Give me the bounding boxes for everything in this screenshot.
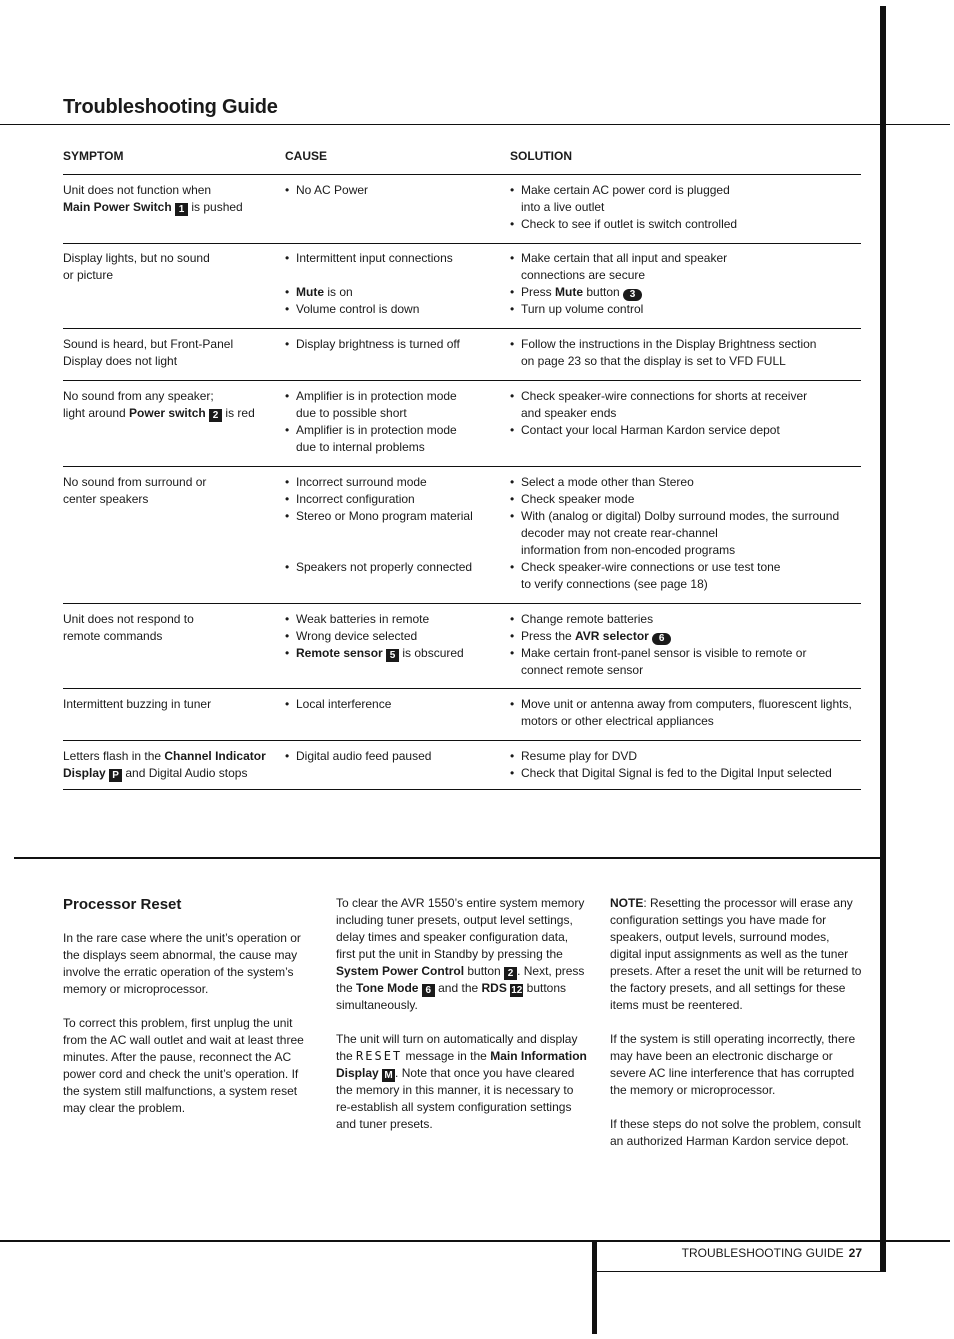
text-run: is obscured bbox=[399, 646, 464, 660]
text-run: To clear the AVR 1550’s entire system memory including tuner presets, output level settings, delay times and speaker configuration data, first put the unit in Standby by pressing the bbox=[336, 896, 585, 961]
solution-cell bbox=[510, 388, 862, 439]
bullet-item bbox=[285, 182, 500, 199]
text-run: Letters flash in the bbox=[63, 749, 165, 763]
control-number-badge: 5 bbox=[386, 649, 399, 662]
cause-cell bbox=[285, 611, 500, 662]
spacer bbox=[285, 267, 500, 284]
footer-section-label: TROUBLESHOOTING GUIDE bbox=[681, 1246, 844, 1260]
text-run: is pushed bbox=[188, 200, 243, 214]
text-run: Press bbox=[521, 285, 556, 299]
text-run: Display brightness is turned off bbox=[296, 337, 460, 351]
text-run: Volume control is down bbox=[296, 302, 420, 316]
bullet-continuation bbox=[510, 199, 862, 216]
symptom-line: Unit does not function when bbox=[63, 183, 212, 197]
reset-column-2 bbox=[336, 895, 588, 1150]
symptom-line: Display does not light bbox=[63, 354, 178, 368]
text-run: Contact your local Harman Kardon service depot bbox=[521, 423, 780, 437]
symptom-line bbox=[63, 748, 278, 765]
solution-cell bbox=[510, 696, 862, 730]
symptom-cell bbox=[63, 696, 278, 713]
footer-divider-bar bbox=[592, 1240, 597, 1334]
paragraph bbox=[610, 1116, 862, 1150]
bullet-item bbox=[510, 491, 862, 508]
paragraph bbox=[336, 895, 588, 1014]
control-number-badge: 12 bbox=[511, 985, 523, 996]
paragraph bbox=[336, 1031, 588, 1133]
text-run: Press the bbox=[521, 629, 576, 643]
text-run: Move unit or antenna away from computers, fluorescent lights, bbox=[521, 697, 852, 711]
control-number-badge: 1 bbox=[175, 203, 188, 216]
control-number-badge: 6 bbox=[422, 984, 435, 997]
page-footer bbox=[682, 1246, 862, 1260]
text-run: . Note that once you have cleared the memory in this manner, it is necessary to re-establish all system configuration settings and tuner presets. bbox=[336, 1066, 575, 1131]
text-run: Turn up volume control bbox=[521, 302, 644, 316]
bullet-item bbox=[510, 474, 862, 491]
text-run: to verify connections (see page 18) bbox=[521, 577, 708, 591]
text-run: Make certain front-panel sensor is visible to remote or bbox=[521, 646, 807, 660]
symptom-line: Display lights, but no sound bbox=[63, 251, 210, 265]
symptom-line: Intermittent buzzing in tuner bbox=[63, 697, 212, 711]
text-run: connections are secure bbox=[521, 268, 646, 282]
bullet-continuation bbox=[510, 405, 862, 422]
paragraph bbox=[610, 895, 862, 1014]
section-rule bbox=[14, 857, 882, 859]
text-run: Check speaker-wire connections for shorts at receiver bbox=[521, 389, 808, 403]
cause-cell bbox=[285, 696, 500, 713]
symptom-line: Sound is heard, but Front-Panel bbox=[63, 337, 234, 351]
cause-cell bbox=[285, 182, 500, 199]
bullet-item bbox=[510, 559, 862, 576]
bullet-item bbox=[510, 422, 862, 439]
bold-term: Mute bbox=[296, 285, 324, 299]
symptom-line: center speakers bbox=[63, 492, 149, 506]
table-row bbox=[63, 243, 861, 329]
cause-cell bbox=[285, 474, 500, 576]
bullet-item bbox=[510, 628, 862, 645]
symptom-cell bbox=[63, 611, 278, 645]
text-run: No AC Power bbox=[296, 183, 369, 197]
text-run: : Resetting the processor will erase any configuration settings you have made for speakers, output levels, surround modes, digital input assignments as well as the tuner presets. After a reset the unit will be returned to the factory presets, and all settings for these items must be reentered. bbox=[610, 896, 862, 1012]
bold-term: NOTE bbox=[610, 896, 644, 910]
bullet-item bbox=[510, 765, 862, 782]
bullet-item bbox=[285, 491, 500, 508]
display-message: RESET bbox=[356, 1049, 403, 1063]
bold-term: Channel Indicator bbox=[164, 749, 266, 763]
text-run: Local interference bbox=[296, 697, 392, 711]
bullet-item bbox=[510, 216, 862, 233]
solution-cell bbox=[510, 611, 862, 679]
bullet-item bbox=[285, 422, 500, 439]
table-row bbox=[63, 381, 861, 467]
header-solution: SOLUTION bbox=[510, 149, 572, 163]
symptom-cell bbox=[63, 388, 278, 422]
bullet-item bbox=[510, 611, 862, 628]
text-run: Amplifier is in protection mode bbox=[296, 423, 457, 437]
bullet-item bbox=[510, 250, 862, 267]
symptom-line: or picture bbox=[63, 268, 114, 282]
bullet-item bbox=[285, 611, 500, 628]
text-run: Digital audio feed paused bbox=[296, 749, 432, 763]
spacer bbox=[285, 542, 500, 559]
solution-cell bbox=[510, 336, 862, 370]
bullet-item bbox=[285, 284, 500, 301]
title-rule bbox=[0, 124, 950, 125]
symptom-cell bbox=[63, 474, 278, 508]
bullet-continuation bbox=[285, 405, 500, 422]
reset-text-2 bbox=[336, 895, 588, 1133]
bold-term: RDS bbox=[481, 981, 511, 995]
text-run: Intermittent input connections bbox=[296, 251, 453, 265]
bold-term: Remote sensor bbox=[296, 646, 387, 660]
bullet-item bbox=[285, 645, 500, 662]
text-run: button bbox=[464, 964, 505, 978]
text-run: Check speaker mode bbox=[521, 492, 635, 506]
bold-term: Main Information Display bbox=[336, 1049, 587, 1080]
text-run: Speakers not properly connected bbox=[296, 560, 473, 574]
cause-cell bbox=[285, 250, 500, 318]
bullet-item bbox=[510, 508, 862, 525]
table-row bbox=[63, 467, 861, 604]
footer-rule bbox=[0, 1240, 950, 1242]
text-run: Make certain that all input and speaker bbox=[521, 251, 728, 265]
text-run: buttons simultaneously. bbox=[336, 981, 567, 1012]
text-run: If the system is still operating incorrectly, there may have been an electronic discharge or severe AC line interference that has corrupted the memory or microprocessor. bbox=[610, 1032, 856, 1097]
bullet-item bbox=[285, 628, 500, 645]
cause-cell bbox=[285, 388, 500, 456]
table-row bbox=[63, 174, 861, 244]
bullet-continuation bbox=[510, 542, 862, 559]
bullet-item bbox=[510, 336, 862, 353]
text-run: is red bbox=[222, 406, 255, 420]
symptom-line: No sound from surround or bbox=[63, 475, 207, 489]
text-run: into a live outlet bbox=[521, 200, 605, 214]
text-run: light around bbox=[63, 406, 130, 420]
text-run: With (analog or digital) Dolby surround modes, the surround bbox=[521, 509, 840, 523]
text-run: message in the bbox=[402, 1049, 491, 1063]
text-run: . Next, press the bbox=[336, 964, 585, 995]
text-run: To correct this problem, first unplug the unit from the AC wall outlet and wait at least three minutes. After the pause, reconnect the AC power cord and check the unit’s operation. If the system still malfunctions, a system reset may clear the problem. bbox=[63, 1016, 304, 1115]
text-run: Amplifier is in protection mode bbox=[296, 389, 457, 403]
symptom-line: No sound from any speaker; bbox=[63, 389, 214, 403]
reset-heading: Processor Reset bbox=[63, 896, 182, 913]
table-row bbox=[63, 741, 861, 790]
paragraph bbox=[610, 1031, 862, 1099]
bullet-item bbox=[285, 301, 500, 318]
text-run: Select a mode other than Stereo bbox=[521, 475, 694, 489]
bold-term: Main Power Switch bbox=[63, 200, 176, 214]
text-run: Check that Digital Signal is fed to the Digital Input selected bbox=[521, 766, 832, 780]
symptom-cell bbox=[63, 748, 278, 782]
text-run: If these steps do not solve the problem, consult an authorized Harman Kardon service depot. bbox=[610, 1117, 861, 1148]
table-row bbox=[63, 604, 861, 689]
text-run: Check speaker-wire connections or use test tone bbox=[521, 560, 781, 574]
right-edge-bar bbox=[880, 6, 886, 1272]
symptom-line bbox=[63, 405, 278, 422]
solution-cell bbox=[510, 250, 862, 318]
paragraph bbox=[63, 1015, 315, 1117]
bullet-item bbox=[285, 748, 500, 765]
text-run: on page 23 so that the display is set to VFD FULL bbox=[521, 354, 786, 368]
bold-term: AVR selector bbox=[575, 629, 653, 643]
text-run: Weak batteries in remote bbox=[296, 612, 430, 626]
reset-text-1 bbox=[63, 930, 315, 1117]
bullet-item bbox=[510, 645, 862, 662]
reset-text-3 bbox=[610, 895, 862, 1150]
solution-cell bbox=[510, 748, 862, 782]
table-row bbox=[63, 689, 861, 741]
bullet-item bbox=[285, 559, 500, 576]
text-run: Wrong device selected bbox=[296, 629, 418, 643]
bullet-item bbox=[285, 388, 500, 405]
bullet-continuation bbox=[510, 267, 862, 284]
text-run: Follow the instructions in the Display Brightness section bbox=[521, 337, 817, 351]
bold-term: Power switch bbox=[129, 406, 210, 420]
bullet-item bbox=[285, 696, 500, 713]
bullet-item bbox=[510, 696, 862, 713]
symptom-cell bbox=[63, 182, 278, 216]
bullet-item bbox=[285, 474, 500, 491]
text-run: connect remote sensor bbox=[521, 663, 644, 677]
paragraph bbox=[63, 930, 315, 998]
text-run: Resume play for DVD bbox=[521, 749, 638, 763]
text-run: is on bbox=[324, 285, 353, 299]
symptom-cell bbox=[63, 250, 278, 284]
header-symptom: SYMPTOM bbox=[63, 149, 124, 163]
bold-term: Mute bbox=[555, 285, 584, 299]
text-run: and speaker ends bbox=[521, 406, 617, 420]
bullet-item bbox=[510, 301, 862, 318]
text-run: decoder may not create rear-channel bbox=[521, 526, 718, 540]
text-run: Make certain AC power cord is plugged bbox=[521, 183, 730, 197]
text-run: and Digital Audio stops bbox=[122, 766, 248, 780]
bullet-continuation bbox=[510, 576, 862, 593]
bullet-item bbox=[510, 748, 862, 765]
text-run: and the bbox=[434, 981, 482, 995]
text-run: information from non-encoded programs bbox=[521, 543, 736, 557]
symptom-line: remote commands bbox=[63, 629, 163, 643]
bullet-item bbox=[510, 182, 862, 199]
control-number-badge: P bbox=[109, 769, 122, 782]
cause-cell bbox=[285, 336, 500, 353]
text-run: Incorrect configuration bbox=[296, 492, 415, 506]
reset-column-1 bbox=[63, 895, 315, 1134]
symptom-line: Unit does not respond to bbox=[63, 612, 194, 626]
bullet-continuation bbox=[510, 525, 862, 542]
text-run: In the rare case where the unit’s operation or the displays seem abnormal, the cause may involve the erratic operation of the system’s memory or microprocessor. bbox=[63, 931, 301, 996]
bullet-item bbox=[285, 336, 500, 353]
cause-cell bbox=[285, 748, 500, 765]
bold-term: System Power Control bbox=[336, 964, 465, 978]
solution-cell bbox=[510, 182, 862, 233]
control-number-badge: M bbox=[382, 1069, 395, 1082]
footer-rule-short bbox=[597, 1271, 883, 1272]
bullet-continuation bbox=[285, 439, 500, 456]
text-run: The unit will turn on automatically and display the bbox=[336, 1032, 578, 1063]
solution-cell bbox=[510, 474, 862, 593]
bullet-item bbox=[285, 250, 500, 267]
table-row bbox=[63, 329, 861, 381]
page-number: 27 bbox=[848, 1246, 862, 1260]
page-title: Troubleshooting Guide bbox=[63, 96, 278, 118]
symptom-line bbox=[63, 199, 278, 216]
control-number-badge: 2 bbox=[209, 409, 222, 422]
text-run: Change remote batteries bbox=[521, 612, 654, 626]
bullet-item bbox=[510, 284, 862, 301]
text-run: Stereo or Mono program material bbox=[296, 509, 473, 523]
text-run: Check to see if outlet is switch controlled bbox=[521, 217, 738, 231]
header-cause: CAUSE bbox=[285, 149, 328, 163]
bold-term: Display bbox=[63, 766, 110, 780]
text-run: motors or other electrical appliances bbox=[521, 714, 714, 728]
bullet-item bbox=[285, 508, 500, 525]
remote-button-badge: 3 bbox=[623, 289, 642, 301]
symptom-line bbox=[63, 765, 278, 782]
bold-term: Tone Mode bbox=[356, 981, 422, 995]
remote-button-badge: 6 bbox=[652, 633, 671, 645]
bullet-continuation bbox=[510, 662, 862, 679]
text-run: Incorrect surround mode bbox=[296, 475, 427, 489]
bullet-continuation bbox=[510, 353, 862, 370]
text-run: due to internal problems bbox=[296, 440, 425, 454]
text-run: button bbox=[583, 285, 624, 299]
bullet-continuation bbox=[510, 713, 862, 730]
bullet-item bbox=[510, 388, 862, 405]
text-run: due to possible short bbox=[296, 406, 407, 420]
control-number-badge: 2 bbox=[504, 967, 517, 980]
reset-column-3 bbox=[610, 895, 862, 1167]
spacer bbox=[285, 525, 500, 542]
symptom-cell bbox=[63, 336, 278, 370]
